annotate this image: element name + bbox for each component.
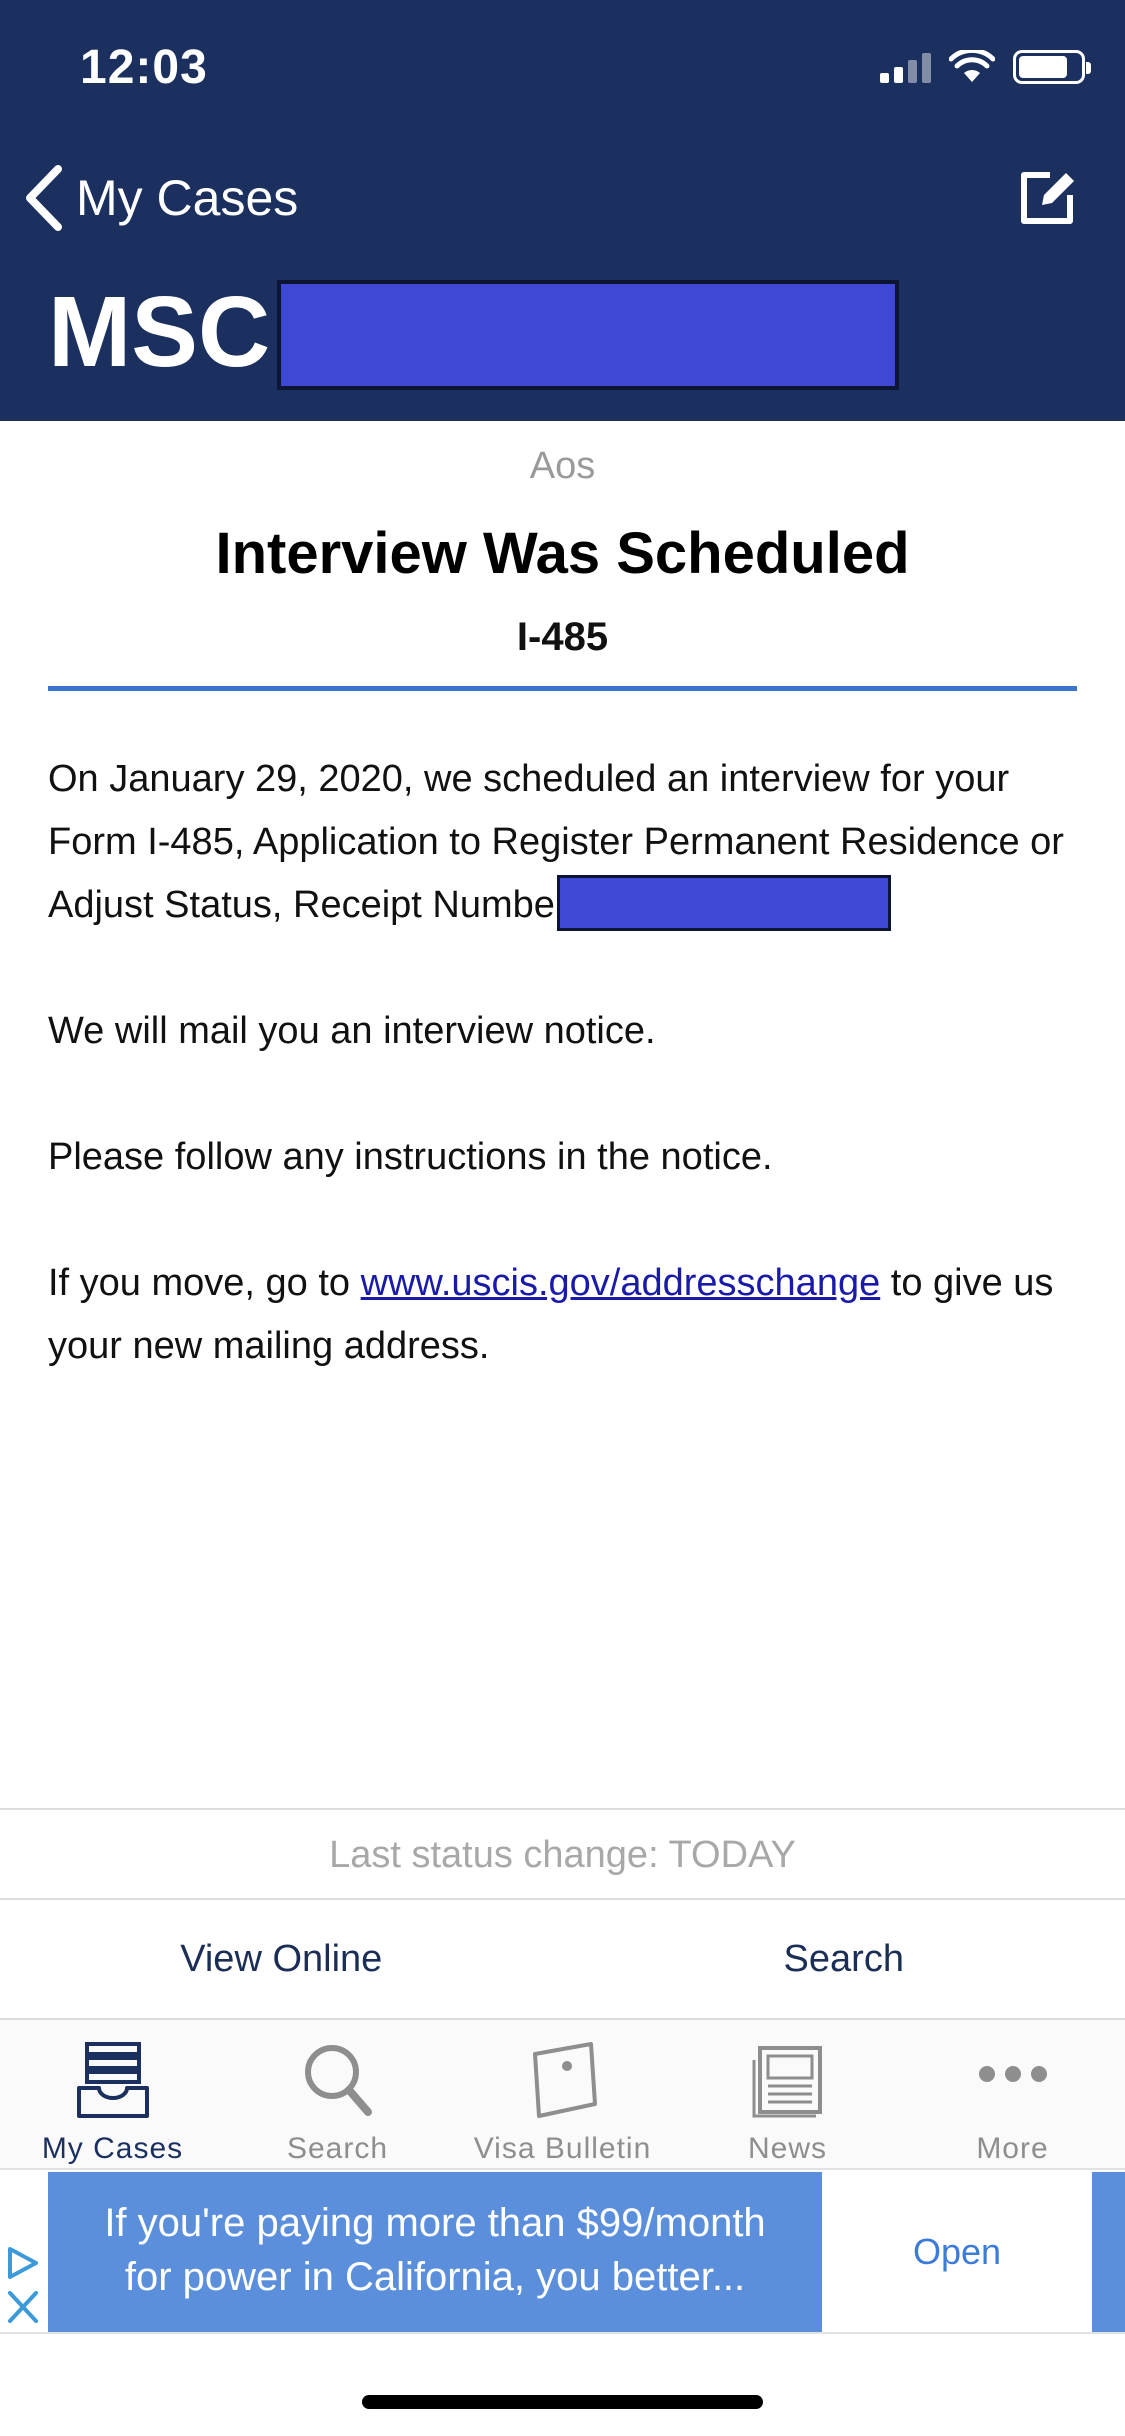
message-paragraph: We will mail you an interview notice.	[48, 1010, 656, 1052]
ellipsis-icon	[971, 2040, 1055, 2120]
case-number-prefix: MSC	[48, 276, 271, 388]
back-button-label: My Cases	[76, 170, 299, 226]
message-text: On January 29, 2020, we scheduled an interview for your Form I-485, Application to Register Permanent Residence or Adjust Status, Receipt Numbe	[48, 758, 1064, 926]
ad-edge	[1092, 2172, 1125, 2332]
status-message	[48, 748, 1088, 1441]
newspaper-icon	[746, 2040, 830, 2120]
pinned-note-icon	[521, 2040, 605, 2120]
status-title: Interview Was Scheduled	[215, 521, 910, 586]
message-paragraph: Please follow any instructions in the notice.	[48, 1136, 773, 1178]
tab-label: Search	[286, 2132, 389, 2165]
status-bar-icons	[880, 50, 1085, 84]
status-bar-time: 12:03	[80, 41, 208, 94]
home-indicator	[362, 2395, 763, 2409]
header	[0, 0, 1125, 421]
tab-bar	[0, 2020, 1125, 2168]
tab-news[interactable]	[675, 2020, 900, 2168]
receipt-number-redaction	[557, 875, 891, 931]
cellular-signal-icon	[880, 51, 931, 83]
case-category: Aos	[529, 445, 596, 487]
tab-label: More	[976, 2132, 1049, 2165]
message-paragraph	[48, 748, 1088, 937]
tab-search[interactable]	[225, 2020, 450, 2168]
ad-line: If you're paying more than $99/month	[104, 2201, 766, 2245]
message-paragraph	[48, 1252, 1088, 1378]
tab-my-cases[interactable]	[0, 2020, 225, 2168]
message-text: If you move, go to	[48, 1262, 361, 1304]
battery-icon	[1013, 50, 1085, 84]
search-button[interactable]: Search	[783, 1938, 904, 1980]
view-online-button[interactable]: View Online	[180, 1938, 383, 1980]
tab-more[interactable]	[900, 2020, 1125, 2168]
magnifier-icon	[296, 2040, 380, 2120]
ad-choices-icon[interactable]	[6, 2245, 42, 2325]
chevron-left-icon	[24, 165, 64, 231]
address-change-link[interactable]: www.uscis.gov/addresschange	[360, 1262, 881, 1304]
edit-icon	[1016, 165, 1080, 229]
tab-visa-bulletin[interactable]	[450, 2020, 675, 2168]
wifi-icon	[949, 50, 995, 84]
edit-button[interactable]	[1016, 165, 1080, 229]
ad-text[interactable]	[48, 2172, 822, 2332]
ad-open-button[interactable]: Open	[912, 2231, 1002, 2272]
tab-label: Visa Bulletin	[473, 2132, 652, 2165]
inbox-tray-icon	[71, 2040, 155, 2120]
action-bar	[0, 1900, 1125, 2020]
divider	[48, 686, 1077, 691]
tab-label: My Cases	[41, 2132, 184, 2165]
ad-banner	[0, 2168, 1125, 2334]
tab-label: News	[747, 2132, 827, 2165]
message-text: to give us your new mailing address.	[48, 1262, 1054, 1367]
back-button[interactable]	[24, 165, 298, 231]
last-status-change: Last status change: TODAY	[0, 1808, 1125, 1900]
form-code: I-485	[516, 615, 609, 659]
ad-line: for power in California, you better...	[124, 2255, 746, 2299]
case-number-redaction	[277, 280, 899, 390]
